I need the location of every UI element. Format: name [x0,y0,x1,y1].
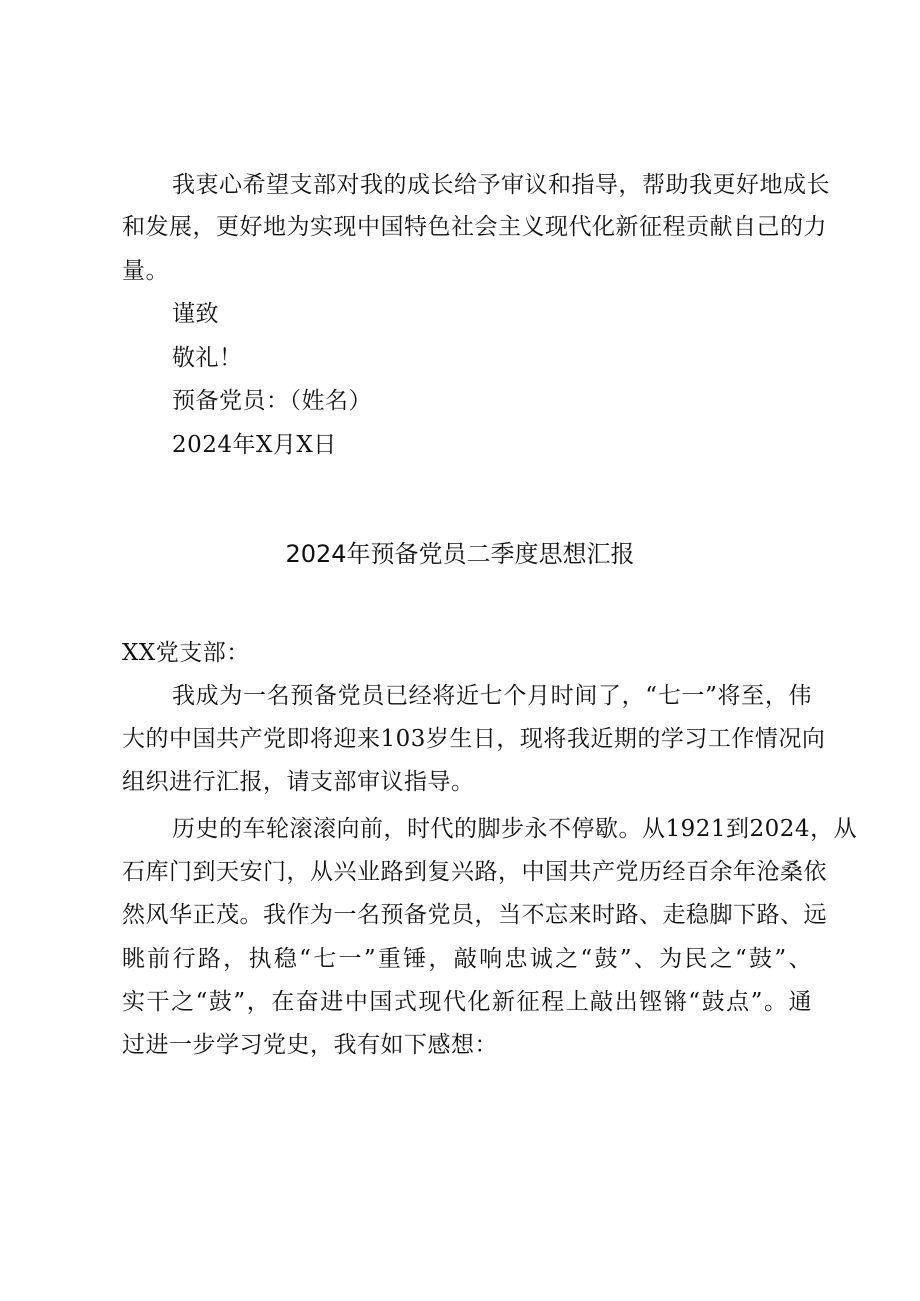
para2-line-6: 过进一步学习党史，我有如下感想： [122,1032,498,1058]
para1-line-3: 组织进行汇报，请支部审议指导。 [122,769,475,795]
para1-line-2: 大的中国共产党即将迎来103岁生日，现将我近期的学习工作情况向 [122,726,826,752]
closing-salutation: 谨致 [172,301,219,327]
closing-paragraph-line-1: 我衷心希望支部对我的成长给予审议和指导，帮助我更好地成长 [172,172,830,198]
para2-line-5: 实干之“鼓”，在奋进中国式现代化新征程上敲出铿锵“鼓点”。通 [122,989,812,1015]
para2-line-4: 眺前行路，执稳“七一”重锤，敲响忠诚之“鼓”、为民之“鼓”、 [122,946,812,972]
para2-line-2: 石库门到天安门，从兴业路到复兴路，中国共产党历经百余年沧桑依 [122,859,827,885]
para2-line-1: 历史的车轮滚滚向前，时代的脚步永不停歇。从1921到2024，从 [172,816,858,842]
letter-date: 2024年X月X日 [172,432,337,458]
closing-regards: 敬礼！ [172,345,243,371]
para2-line-3: 然风华正茂。我作为一名预备党员，当不忘来时路、走稳脚下路、远 [122,902,827,928]
report-salutation: XX党支部： [122,640,250,666]
closing-paragraph-line-2: 和发展，更好地为实现中国特色社会主义现代化新征程贡献自己的力 [122,214,827,240]
report-title: 2024年预备党员二季度思想汇报 [285,540,635,568]
para1-line-1: 我成为一名预备党员已经将近七个月时间了，“七一”将至，伟 [172,683,812,709]
closing-paragraph-line-3: 量。 [122,258,169,284]
signature-line: 预备党员：（姓名） [172,388,372,414]
